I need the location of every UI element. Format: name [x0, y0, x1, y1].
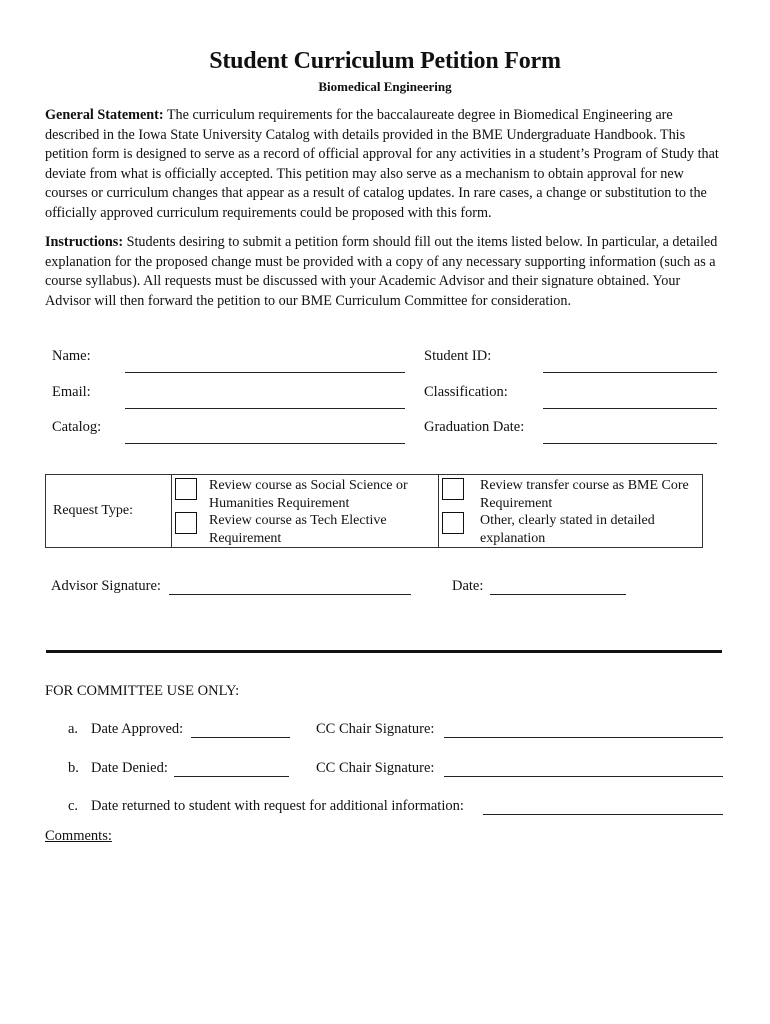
transfer-course-checkbox[interactable]: [442, 478, 464, 500]
cc-chair-signature-label: CC Chair Signature:: [316, 721, 435, 737]
date-approved-label: Date Approved:: [91, 721, 184, 737]
instructions-text: Students desiring to submit a petition form should fill out the items listed below. In particular, a detailed explanation for the proposed change must be provided with a copy of any necessary supporting information (such as a course syllabus). All requests must be discussed with your Academic Advisor and their signature obtained. Your Advisor will then forward the petition to our BME Curriculum Committee for consideration.: [45, 234, 718, 309]
graduation-date-label: Graduation Date:: [424, 419, 525, 435]
form-subtitle: Biomedical Engineering: [318, 79, 452, 94]
classification-field[interactable]: [543, 408, 717, 409]
social-science-checkbox[interactable]: [175, 478, 197, 500]
student-id-field[interactable]: [543, 372, 717, 373]
section-divider: [46, 650, 722, 653]
request-option-tech-elective: Review course as Tech Elective Requirement: [209, 513, 387, 546]
student-id-label: Student ID:: [424, 348, 492, 364]
item-a-marker: a.: [68, 721, 79, 737]
request-option-transfer-course: Review transfer course as BME Core Requirement: [480, 478, 689, 511]
general-statement-text: The curriculum requirements for the baccalaureate degree in Biomedical Engineering are described in the Iowa State University Catalog with details provided in the BME Undergraduate Handbook. This petition form is designed to serve as a record of official approval for any activities in a student’s Program of Study that deviate from what is officially accepted. This petition may also serve as a mechanism to obtain approval for new courses or curriculum changes that appear as a result of catalog updates. In rare cases, a change or substitution to the officially approved curriculum requirements could be proposed with this form.: [45, 107, 719, 221]
item-b-marker: b.: [68, 760, 79, 776]
other-checkbox[interactable]: [442, 512, 464, 534]
cc-chair-signature-label: CC Chair Signature:: [316, 760, 435, 776]
item-c-marker: c.: [68, 798, 79, 814]
request-option-cell: [439, 475, 703, 512]
request-type-table: [45, 474, 703, 548]
cc-chair-signature-field[interactable]: [444, 737, 723, 738]
catalog-field[interactable]: [125, 443, 405, 444]
request-option-other: Other, clearly stated in detailed explanation: [480, 513, 655, 546]
date-returned-label: Date returned to student with request for additional information:: [91, 798, 464, 814]
graduation-date-field[interactable]: [543, 443, 717, 444]
instructions: [45, 233, 725, 311]
date-denied-field[interactable]: [174, 776, 289, 777]
advisor-date-label: Date:: [452, 578, 484, 594]
date-approved-field[interactable]: [191, 737, 290, 738]
date-denied-label: Date Denied:: [91, 760, 168, 776]
instructions-label: Instructions:: [45, 234, 124, 250]
cc-chair-signature-field[interactable]: [444, 776, 723, 777]
classification-label: Classification:: [424, 384, 508, 400]
committee-heading: FOR COMMITTEE USE ONLY:: [45, 683, 240, 699]
request-option-cell: [172, 511, 439, 548]
email-label: Email:: [52, 384, 91, 400]
general-statement-label: General Statement:: [45, 107, 164, 123]
name-label: Name:: [52, 348, 91, 364]
general-statement: [45, 106, 725, 223]
advisor-signature-label: Advisor Signature:: [51, 578, 161, 594]
advisor-date-field[interactable]: [490, 594, 626, 595]
date-returned-field[interactable]: [483, 814, 723, 815]
name-field[interactable]: [125, 372, 405, 373]
catalog-label: Catalog:: [52, 419, 102, 435]
form-title: Student Curriculum Petition Form: [209, 48, 561, 74]
advisor-signature-field[interactable]: [169, 594, 411, 595]
request-option-cell: [439, 511, 703, 548]
request-option-cell: [172, 475, 439, 512]
tech-elective-checkbox[interactable]: [175, 512, 197, 534]
comments-label: Comments:: [45, 828, 112, 844]
request-type-label: Request Type:: [46, 475, 172, 548]
request-option-social-science: Review course as Social Science or Humanities Requirement: [209, 478, 408, 511]
email-field[interactable]: [125, 408, 405, 409]
